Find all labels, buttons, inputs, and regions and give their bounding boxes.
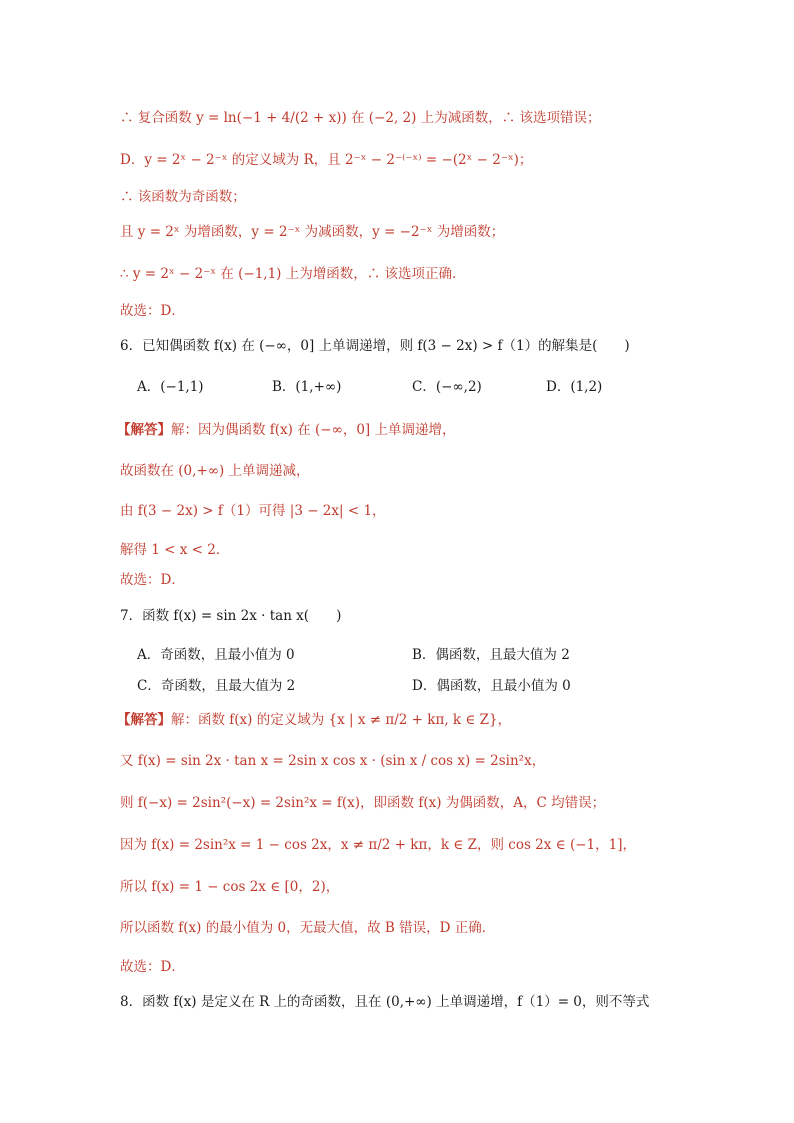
solution-tag: 【解答】 bbox=[117, 422, 171, 438]
text-line: ∴ 复合函数 y = ln(−1 + 4/(2 + x)) 在 (−2, 2) 上为减函数，∴ 该选项错误； bbox=[120, 110, 601, 126]
text-line: 且 y = 2ˣ 为增函数，y = 2⁻ˣ 为减函数，y = −2⁻ˣ 为增函数； bbox=[120, 224, 505, 240]
option-c: C．(−∞,2) bbox=[412, 379, 482, 395]
question-6: 6．已知偶函数 f(x) 在 (−∞，0] 上单调递增，则 f(3 − 2x) > f（1）的解集是( ) bbox=[120, 338, 630, 354]
option-d: D．偶函数，且最小值为 0 bbox=[412, 678, 571, 694]
option-d: D．(1,2) bbox=[546, 379, 603, 395]
question-7: 7．函数 f(x) = sin 2x · tan x( ) bbox=[120, 608, 342, 624]
text-line: 故函数在 (0,+∞) 上单调递减， bbox=[120, 463, 310, 479]
option-c: C．奇函数，且最大值为 2 bbox=[137, 678, 296, 694]
text-line: 则 f(−x) = 2sin²(−x) = 2sin²x = f(x)，即函数 f(x) 为偶函数，A，C 均错误； bbox=[120, 795, 606, 811]
text-line: 因为 f(x) = 2sin²x = 1 − cos 2x，x ≠ π/2 + kπ，k ∈ Z，则 cos 2x ∈ (−1，1]， bbox=[120, 837, 636, 853]
text-line: 故选：D． bbox=[120, 303, 185, 319]
text-line: ∴ y = 2ˣ − 2⁻ˣ 在 (−1,1) 上为增函数，∴ 该选项正确． bbox=[120, 266, 466, 282]
solution-6-line bbox=[117, 420, 456, 440]
question-8: 8．函数 f(x) 是定义在 R 上的奇函数，且在 (0,+∞) 上单调递增，f（1）= 0，则不等式 bbox=[120, 994, 650, 1010]
solution-text: 解：函数 f(x) 的定义域为 {x | x ≠ π/2 + kπ, k ∈ Z}， bbox=[171, 712, 512, 728]
text-line: 所以 f(x) = 1 − cos 2x ∈ [0，2)， bbox=[120, 879, 340, 895]
solution-tag: 【解答】 bbox=[117, 712, 171, 728]
option-b: B．偶函数，且最大值为 2 bbox=[412, 647, 570, 663]
text-line: 故选：D． bbox=[120, 959, 185, 975]
solution-text: 解：因为偶函数 f(x) 在 (−∞，0] 上单调递增， bbox=[171, 422, 456, 438]
option-b: B．(1,+∞) bbox=[272, 379, 342, 395]
text-line: 解得 1 < x < 2． bbox=[120, 542, 230, 558]
text-line: ∴ 该函数为奇函数； bbox=[120, 189, 246, 205]
text-line: 又 f(x) = sin 2x · tan x = 2sin x cos x · (sin x / cos x) = 2sin²x， bbox=[120, 753, 546, 769]
text-line: D．y = 2ˣ − 2⁻ˣ 的定义域为 R，且 2⁻ˣ − 2⁻⁽⁻ˣ⁾ = −(2ˣ − 2⁻ˣ)； bbox=[120, 152, 533, 168]
option-a: A．(−1,1) bbox=[137, 379, 204, 395]
option-a: A．奇函数，且最小值为 0 bbox=[137, 647, 295, 663]
solution-7-line bbox=[117, 710, 511, 730]
text-line: 由 f(3 − 2x) > f（1）可得 |3 − 2x| < 1， bbox=[120, 503, 386, 519]
text-line: 所以函数 f(x) 的最小值为 0，无最大值，故 B 错误，D 正确． bbox=[120, 920, 496, 936]
text-line: 故选：D． bbox=[120, 572, 185, 588]
